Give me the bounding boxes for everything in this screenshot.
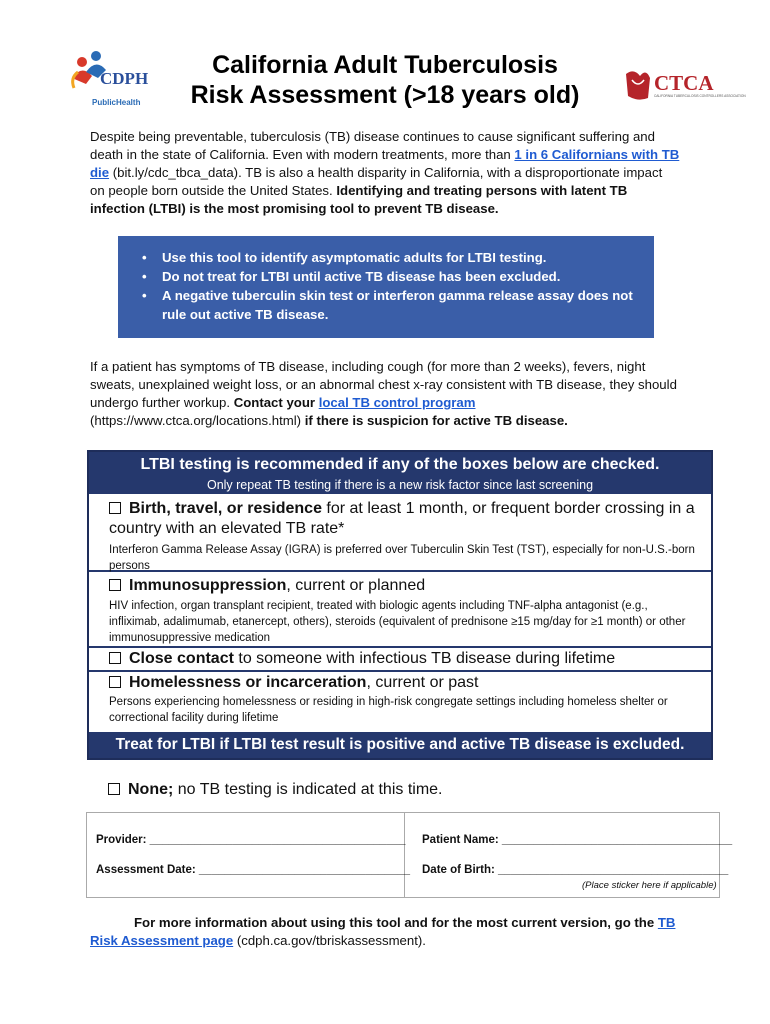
risk-item-note: Interferon Gamma Release Assay (IGRA) is preferred over Tuberculin Skin Test (TST), especially for non-U.S.-born persons: [109, 544, 695, 572]
title-line-1: California Adult Tuberculosis: [212, 51, 558, 79]
close-contact-checkbox[interactable]: [109, 652, 121, 664]
intro-paragraph: [90, 128, 680, 218]
cdph-logo-text: CDPH: [100, 69, 149, 88]
ctca-logo-text: CTCA: [654, 71, 714, 95]
symptoms-text-b: (https://www.ctca.org/locations.html): [90, 413, 305, 428]
intro-text-a: Despite being preventable, tuberculosis (TB) disease continues to cause significant suffering and death in the state of California. Even with modern treatments, more than: [90, 129, 655, 162]
key-point-text: A negative tuberculin skin test or interferon gamma release assay does not rule out active TB disease.: [162, 288, 633, 322]
none-option-text: no TB testing is indicated at this time.: [173, 781, 443, 798]
risk-item-title: Immunosuppression: [129, 577, 287, 594]
birth-travel-checkbox[interactable]: [109, 502, 121, 514]
risk-item-note: HIV infection, organ transplant recipient, treated with biologic agents including TNF-alpha antagonist (e.g., infliximab, adalimumab, etanercept, others), steroids (equivalent of prednisone ≥15 mg/day for ≥1 month) or other immunosuppressive medication: [109, 600, 686, 644]
intro-bold: Identifying and treating persons with latent TB infection (LTBI) is the most promising tool to prevent TB disease.: [90, 183, 628, 216]
risk-item-birth-travel: [89, 494, 711, 572]
risk-panel-subheading: Only repeat TB testing if there is a new risk factor since last screening: [206, 478, 594, 492]
symptoms-text-a: If a patient has symptoms of TB disease, including cough (for more than 2 weeks), fevers, night sweats, unexplained weight loss, or an abnormal chest x-ray consistent with TB disease, they should undergo further workup.: [90, 359, 677, 410]
symptoms-bold-b: if there is suspicion for active TB disease.: [304, 413, 568, 428]
none-option: [108, 780, 443, 800]
symptoms-bold-a: Contact your: [233, 395, 319, 410]
risk-item-title: Close contact: [129, 650, 234, 667]
risk-item-title: Birth, travel, or residence: [129, 500, 322, 517]
footer-text-b: (cdph.ca.gov/tbriskassessment).: [233, 933, 426, 948]
risk-item-homelessness: [89, 672, 711, 732]
page-title: [160, 50, 610, 110]
tb-control-link[interactable]: local TB control program: [318, 395, 476, 410]
symptoms-paragraph: [90, 358, 680, 430]
key-point-text: Use this tool to identify asymptomatic adults for LTBI testing.: [162, 250, 547, 265]
homelessness-checkbox[interactable]: [109, 676, 121, 688]
treatment-banner: Treat for LTBI if LTBI test result is positive and active TB disease is excluded.: [89, 732, 711, 758]
title-line-2: Risk Assessment (>18 years old): [190, 81, 580, 109]
cdph-logo-sub: PublicHealth: [92, 98, 141, 107]
key-point-text: Do not treat for LTBI until active TB disease has been excluded.: [162, 269, 561, 284]
date-of-birth-field[interactable]: Date of Birth: ____________________________________: [422, 864, 729, 876]
cdph-logo: [68, 48, 149, 108]
key-point: • Do not treat for LTBI until active TB disease has been excluded.: [142, 269, 561, 284]
ctca-logo: [622, 66, 746, 106]
risk-panel-header: [89, 452, 711, 494]
key-point: • Use this tool to identify asymptomatic adults for LTBI testing.: [142, 250, 547, 265]
risk-item-close-contact: [89, 648, 711, 672]
sticker-note: (Place sticker here if applicable): [582, 880, 717, 891]
footer-note: [90, 914, 680, 950]
risk-item-text: for at least 1 month, or frequent border crossing in a country with an elevated TB rate*: [109, 500, 695, 537]
risk-item-text: to someone with infectious TB disease during lifetime: [233, 650, 616, 667]
tb-risk-assessment-link[interactable]: TB Risk Assessment page: [90, 915, 676, 948]
provider-field[interactable]: Provider: ________________________________________: [96, 834, 406, 846]
risk-item-title: Homelessness or incarceration: [129, 674, 367, 691]
risk-item-text: , current or planned: [286, 577, 426, 594]
tb-deaths-link[interactable]: 1 in 6 Californians with TB die: [90, 147, 680, 180]
ctca-logo-sub: CALIFORNIA TUBERCULOSIS CONTROLLERS ASSOCIATION: [654, 94, 746, 98]
none-checkbox[interactable]: [108, 783, 120, 795]
none-option-bold: None;: [128, 781, 174, 798]
footer-text-a: For more information about using this tool and for the most current version, go the: [134, 915, 658, 930]
intro-text-b: (bit.ly/cdc_tbca_data). TB is also a health disparity in California, with a disproportionate impact on people born outside the United States.: [90, 165, 663, 198]
key-point: • A negative tuberculin skin test or interferon gamma release assay does not rule out active TB disease.: [142, 288, 633, 322]
patient-name-field[interactable]: Patient Name: ____________________________________: [422, 834, 733, 846]
immunosuppression-checkbox[interactable]: [109, 579, 121, 591]
form-divider: [404, 812, 405, 898]
key-points-box: [118, 236, 654, 338]
assessment-date-field[interactable]: Assessment Date: _________________________________: [96, 864, 410, 876]
risk-item-text: , current or past: [366, 674, 479, 691]
risk-panel-heading: LTBI testing is recommended if any of the boxes below are checked.: [140, 456, 660, 473]
risk-item-immunosuppression: [89, 572, 711, 648]
risk-item-note: Persons experiencing homelessness or residing in high-risk congregate settings including homeless shelter or correctional facility during lifetime: [109, 696, 668, 724]
